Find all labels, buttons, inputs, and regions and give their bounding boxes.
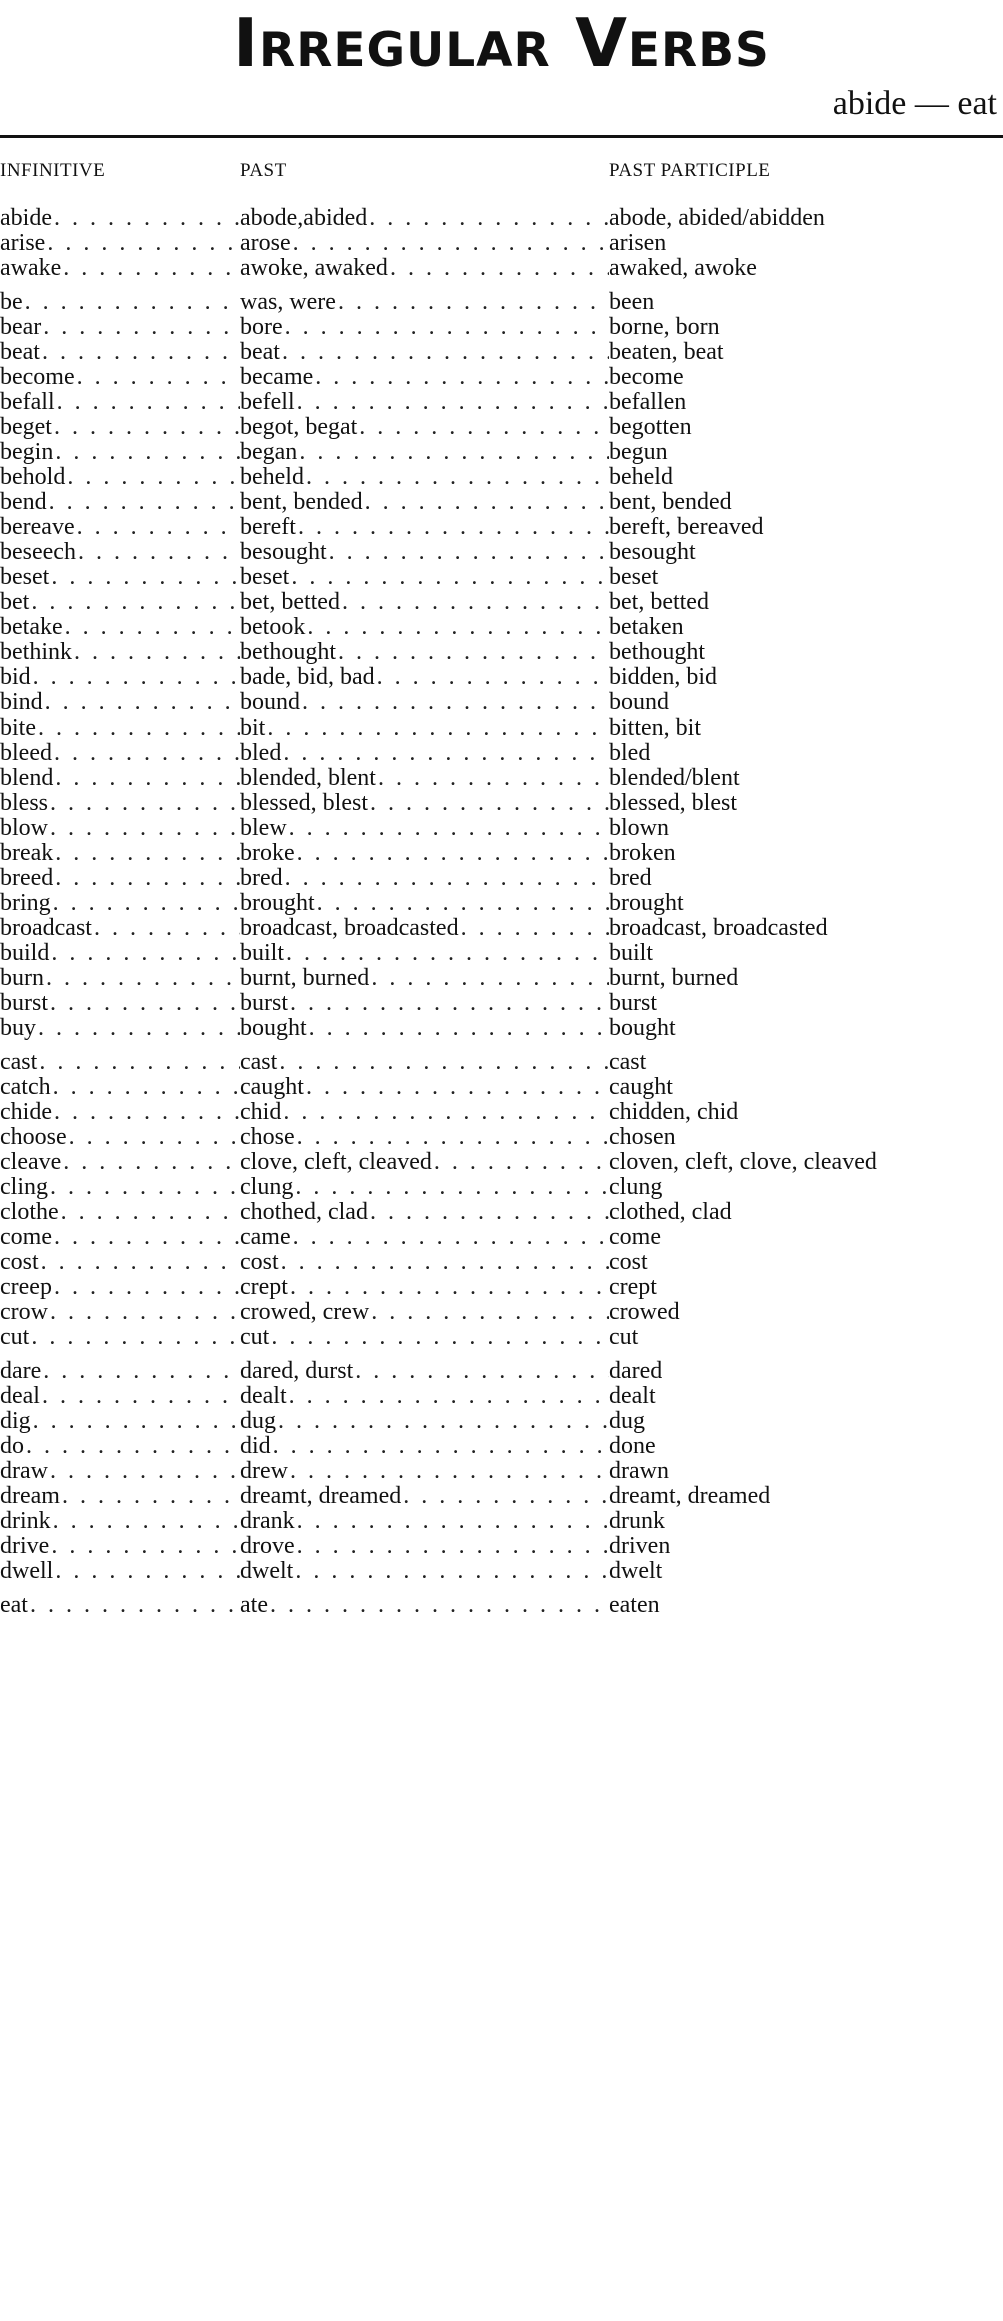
past-cell-text: bought (240, 1015, 307, 1042)
past-participle-cell-text: chosen (609, 1123, 676, 1150)
infinitive-cell-text: be (0, 288, 23, 315)
dot-leader (61, 250, 240, 286)
past-participle-cell-text: bent, bended (609, 489, 732, 516)
past-participle-cell-text: brought (609, 889, 684, 916)
past-participle-cell-text: crept (609, 1274, 657, 1301)
past-cell-text: bred (240, 864, 283, 891)
infinitive-cell-text: burst (0, 990, 48, 1017)
past-participle-cell (609, 250, 1003, 286)
past-cell-text: bore (240, 313, 283, 340)
past-participle-cell-text: bet, betted (609, 589, 709, 616)
past-cell-text: begot, begat (240, 413, 358, 440)
past-cell-text: dug (240, 1407, 276, 1434)
verb-row (0, 1553, 1003, 1589)
infinitive-cell-text: behold (0, 464, 66, 490)
past-participle-cell-text: abode, abided/abidden (609, 205, 825, 231)
past-participle-cell-text: dreamt, dreamed (609, 1483, 771, 1509)
past-participle-cell-text: beaten, beat (609, 338, 724, 365)
past-participle-cell-text: burst (609, 990, 657, 1017)
infinitive-cell (0, 1010, 240, 1046)
infinitive-cell-text: become (0, 363, 75, 390)
past-cell-text: burnt, burned (240, 965, 370, 991)
past-cell-text: cast (240, 1048, 278, 1075)
infinitive-cell-text: broadcast (0, 914, 92, 941)
past-cell-text: caught (240, 1073, 304, 1100)
past-cell-text: did (240, 1432, 271, 1459)
past-participle-cell-text: beset (609, 564, 659, 591)
past-participle-cell-text: bound (609, 689, 669, 716)
past-participle-cell (609, 1319, 1003, 1355)
infinitive-cell-text: chide (0, 1098, 52, 1125)
past-participle-cell-text: bitten, bit (609, 714, 701, 741)
past-participle-cell-text: befallen (609, 388, 687, 415)
past-cell-text: beat (240, 338, 280, 365)
infinitive-cell-text: beset (0, 564, 50, 591)
page-title: Irregular Verbs (233, 4, 770, 82)
past-participle-cell-text: blended/blent (609, 764, 740, 791)
past-participle-cell-text: broken (609, 839, 676, 866)
dot-leader (388, 250, 609, 286)
past-participle-cell-text: cast (609, 1048, 647, 1075)
verb-row (0, 1587, 1003, 1623)
infinitive-cell-text: cast (0, 1048, 38, 1075)
past-cell-text: bound (240, 689, 300, 716)
infinitive-cell-text: eat (0, 1591, 28, 1618)
past-participle-cell-text: drunk (609, 1508, 665, 1535)
infinitive-cell-text: beget (0, 413, 52, 440)
infinitive-cell (0, 1553, 240, 1589)
infinitive-cell-text: cost (0, 1249, 39, 1276)
dot-leader (268, 1587, 609, 1623)
infinitive-cell-text: bereave (0, 514, 75, 541)
past-participle-cell (609, 1010, 1003, 1046)
past-cell-text: bade, bid, bad (240, 664, 375, 691)
past-participle-cell (609, 1553, 1003, 1589)
past-participle-cell-text: besought (609, 539, 696, 566)
infinitive-cell (0, 1319, 240, 1355)
infinitive-cell-text: cling (0, 1173, 48, 1200)
past-cell (240, 1010, 609, 1046)
past-cell-text: burst (240, 990, 288, 1017)
infinitive-cell-text: betake (0, 614, 63, 641)
verb-row (0, 1010, 1003, 1046)
past-participle-cell-text: dug (609, 1407, 645, 1434)
infinitive-cell-text: bleed (0, 739, 52, 766)
verb-row (0, 1319, 1003, 1355)
infinitive-cell-text: bless (0, 789, 48, 816)
infinitive-cell-text: buy (0, 1015, 36, 1042)
past-participle-cell-text: bethought (609, 639, 705, 666)
past-participle-cell-text: cloven, cleft, clove, cleaved (609, 1148, 877, 1175)
infinitive-cell-text: come (0, 1224, 52, 1250)
past-cell-text: brought (240, 889, 315, 916)
past-cell-text: built (240, 939, 285, 966)
past-cell-text: drove (240, 1533, 295, 1560)
infinitive-cell-text: do (0, 1432, 24, 1459)
past-participle-cell (609, 1587, 1003, 1623)
past-cell-text: cost (240, 1249, 279, 1276)
dot-leader (269, 1319, 609, 1355)
header-rule (0, 135, 1003, 138)
past-participle-cell-text: begun (609, 438, 668, 465)
past-participle-cell-text: borne, born (609, 313, 720, 340)
past-cell-text: befell (240, 388, 295, 415)
past-cell-text: bit (240, 714, 266, 741)
past-participle-cell-text: awaked, awoke (609, 255, 757, 282)
dot-leader (53, 1553, 240, 1589)
past-cell-text: dealt (240, 1382, 287, 1409)
past-cell (240, 250, 609, 286)
infinitive-cell-text: clothe (0, 1198, 59, 1225)
past-participle-cell-text: caught (609, 1073, 673, 1100)
infinitive-cell (0, 250, 240, 286)
past-cell-text: awoke, awaked (240, 255, 388, 282)
past-cell-text: chose (240, 1123, 295, 1150)
infinitive-cell (0, 1587, 240, 1623)
infinitive-cell-text: cut (0, 1324, 30, 1351)
past-participle-cell-text: drawn (609, 1457, 669, 1484)
past-cell-text: was, were (240, 288, 336, 315)
past-cell-text: blended, blent (240, 764, 376, 791)
infinitive-header: INFINITIVE (0, 160, 106, 181)
verb-row (0, 250, 1003, 286)
past-participle-cell-text: chidden, chid (609, 1098, 739, 1125)
past-participle-cell-text: bought (609, 1015, 676, 1042)
infinitive-cell-text: deal (0, 1382, 40, 1409)
past-participle-cell-text: bereft, bereaved (609, 514, 764, 541)
infinitive-cell-text: befall (0, 388, 55, 415)
dot-leader (36, 1010, 240, 1046)
past-participle-cell-text: become (609, 363, 684, 390)
dot-leader (28, 1587, 240, 1623)
infinitive-cell-text: abide (0, 205, 52, 231)
infinitive-cell-text: bear (0, 313, 42, 340)
past-cell-text: chothed, clad (240, 1198, 368, 1225)
past-participle-cell-text: arisen (609, 230, 667, 257)
past-participle-cell-text: cost (609, 1249, 648, 1276)
past-participle-header: PAST PARTICIPLE (609, 160, 771, 181)
past-cell-text: crowed, crew (240, 1299, 370, 1326)
infinitive-cell-text: blow (0, 814, 48, 841)
past-cell-text: besought (240, 539, 327, 566)
infinitive-cell-text: dig (0, 1407, 31, 1434)
past-participle-cell-text: beheld (609, 464, 673, 490)
past-participle-cell-text: blessed, blest (609, 789, 737, 816)
past-cell-text: bethought (240, 639, 336, 666)
infinitive-cell-text: break (0, 839, 54, 866)
past-participle-cell-text: clothed, clad (609, 1198, 732, 1225)
infinitive-cell-text: beseech (0, 539, 76, 566)
past-cell-text: chid (240, 1098, 282, 1125)
past-cell-text: bled (240, 739, 282, 766)
past-participle-cell-text: been (609, 288, 655, 315)
dot-leader (307, 1010, 609, 1046)
infinitive-cell-text: bring (0, 889, 51, 916)
past-header: PAST (240, 160, 287, 181)
dot-leader (29, 1319, 240, 1355)
past-cell-text: bet, betted (240, 589, 340, 616)
infinitive-cell-text: drive (0, 1533, 50, 1560)
past-cell-text: broke (240, 839, 295, 866)
infinitive-cell-text: bethink (0, 639, 72, 666)
past-participle-cell-text: driven (609, 1533, 671, 1560)
past-participle-cell-text: done (609, 1432, 656, 1459)
past-cell-text: arose (240, 230, 291, 257)
past-cell-text: clung (240, 1173, 294, 1200)
infinitive-cell-text: bite (0, 714, 36, 741)
past-participle-cell-text: bred (609, 864, 652, 891)
past-cell-text: dwelt (240, 1558, 294, 1585)
infinitive-cell-text: beat (0, 338, 40, 365)
infinitive-cell-text: bind (0, 689, 43, 716)
past-participle-cell-text: bidden, bid (609, 664, 717, 691)
past-cell (240, 1319, 609, 1355)
past-participle-cell-text: cut (609, 1324, 639, 1351)
infinitive-cell-text: bend (0, 489, 47, 516)
past-participle-cell-text: clung (609, 1173, 663, 1200)
infinitive-cell-text: bid (0, 664, 31, 691)
past-cell-text: came (240, 1224, 291, 1250)
infinitive-cell-text: dream (0, 1483, 60, 1509)
infinitive-cell-text: catch (0, 1073, 51, 1100)
past-cell (240, 1587, 609, 1623)
past-cell-text: began (240, 438, 298, 465)
infinitive-cell-text: dare (0, 1357, 42, 1384)
infinitive-cell-text: breed (0, 864, 54, 891)
infinitive-cell-text: burn (0, 965, 44, 991)
past-participle-cell-text: eaten (609, 1591, 660, 1618)
past-cell-text: dared, durst (240, 1357, 354, 1384)
infinitive-cell-text: crow (0, 1299, 48, 1326)
past-participle-cell-text: dealt (609, 1382, 656, 1409)
past-participle-cell-text: burnt, burned (609, 965, 739, 991)
dot-leader (293, 1553, 609, 1589)
past-cell-text: ate (240, 1591, 268, 1618)
past-cell-text: crept (240, 1274, 288, 1301)
infinitive-cell-text: creep (0, 1274, 52, 1301)
infinitive-cell-text: blend (0, 764, 54, 791)
infinitive-cell-text: draw (0, 1457, 48, 1484)
past-participle-cell-text: dwelt (609, 1558, 663, 1585)
past-cell-text: bereft (240, 514, 296, 541)
past-cell-text: cut (240, 1324, 270, 1351)
past-participle-cell-text: betaken (609, 614, 684, 641)
infinitive-cell-text: drink (0, 1508, 51, 1535)
past-cell-text: broadcast, broadcasted (240, 914, 459, 941)
past-participle-cell-text: crowed (609, 1299, 680, 1326)
infinitive-cell-text: cleave (0, 1148, 62, 1175)
past-cell-text: beset (240, 564, 290, 591)
past-cell-text: drew (240, 1457, 288, 1484)
infinitive-cell-text: dwell (0, 1558, 54, 1585)
infinitive-cell-text: begin (0, 438, 54, 465)
past-participle-cell-text: begotten (609, 413, 692, 440)
infinitive-cell-text: choose (0, 1123, 67, 1150)
past-participle-cell-text: bled (609, 739, 651, 766)
past-cell-text: drank (240, 1508, 295, 1535)
past-cell (240, 1553, 609, 1589)
past-cell-text: beheld (240, 464, 304, 490)
past-cell-text: abode,abided (240, 205, 368, 231)
page-range: abide — eat (832, 85, 997, 122)
past-cell-text: betook (240, 614, 306, 641)
infinitive-cell-text: bet (0, 589, 30, 616)
past-cell-text: blew (240, 814, 287, 841)
past-participle-cell-text: dared (609, 1357, 663, 1384)
past-participle-cell-text: broadcast, broadcasted (609, 914, 828, 941)
infinitive-cell-text: arise (0, 230, 46, 257)
past-cell-text: dreamt, dreamed (240, 1483, 402, 1509)
past-cell-text: became (240, 363, 314, 390)
past-participle-cell-text: come (609, 1224, 661, 1250)
past-cell-text: bent, bended (240, 489, 363, 516)
past-cell-text: blessed, blest (240, 789, 368, 816)
infinitive-cell-text: build (0, 939, 50, 966)
past-participle-cell-text: built (609, 939, 654, 966)
past-cell-text: clove, cleft, cleaved (240, 1148, 432, 1175)
infinitive-cell-text: awake (0, 255, 62, 282)
past-participle-cell-text: blown (609, 814, 669, 841)
